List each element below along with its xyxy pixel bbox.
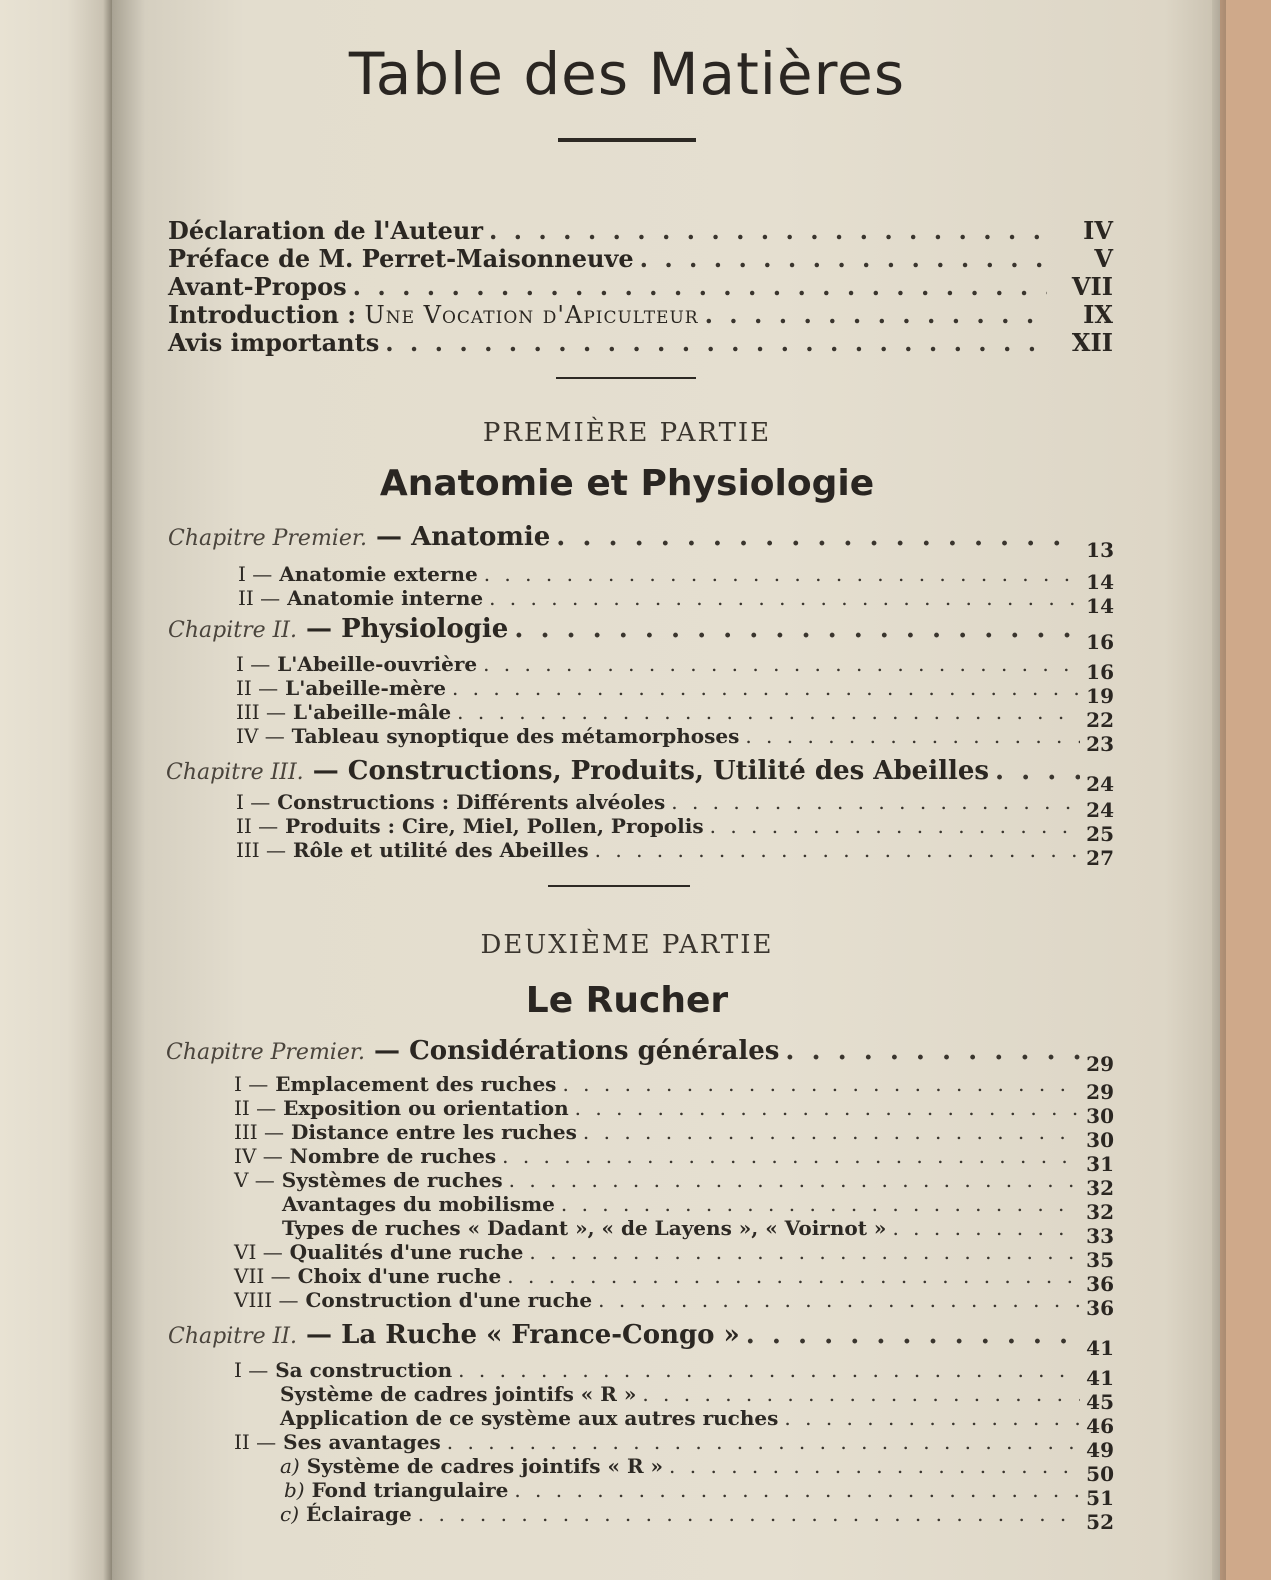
leader-dots [418,1502,1080,1526]
section-label: Avantages du mobilisme [282,1192,555,1216]
section-page: 41 [1086,1366,1114,1390]
leader-dots [514,1478,1080,1502]
leader-dots [507,1264,1080,1288]
chapter-label [168,1320,740,1350]
section-label [236,838,589,862]
toc-section[interactable] [234,1144,1114,1176]
section-label [236,700,451,724]
section-text: Éclairage [305,1502,412,1526]
chapter-title: — Constructions, Produits, Utilité des Abeilles [312,756,990,786]
section-label: Types de ruches « Dadant », « de Layens », « Voirnot » [282,1216,887,1240]
section-label [236,652,477,676]
leader-dots [509,1168,1081,1192]
section-rule [548,885,690,887]
toc-section[interactable] [236,790,1114,822]
leader-dots [562,1072,1080,1096]
section-page: 29 [1086,1080,1114,1104]
section-page: 27 [1086,846,1114,870]
section-page: 14 [1086,570,1114,594]
section-page: 14 [1086,594,1114,618]
toc-entry-avant-propos[interactable] [168,272,1113,301]
toc-section[interactable] [236,652,1114,684]
toc-section[interactable] [282,1192,1114,1224]
section-number: V — [234,1168,275,1192]
section-text: Sa construction [275,1358,453,1382]
section-page: 46 [1086,1414,1114,1438]
leader-dots [642,1382,1080,1406]
section-number: I — [234,1072,269,1096]
section-label [238,586,483,610]
toc-section[interactable] [284,1478,1114,1510]
section-page: 36 [1086,1272,1114,1296]
toc-section[interactable] [236,838,1114,870]
section-text: Emplacement des ruches [275,1072,557,1096]
section-page: 50 [1086,1462,1114,1486]
section-number: III — [236,838,287,862]
toc-entry-introduction[interactable] [168,300,1113,329]
toc-section[interactable] [234,1168,1114,1200]
section-number: IV — [236,724,285,748]
section-number: I — [236,790,271,814]
leader-dots [595,838,1081,862]
part-title: Le Rucher [525,980,729,1021]
section-number: I — [234,1358,269,1382]
leader-dots [514,614,1080,644]
leader-dots [561,1192,1080,1216]
left-page-margin [0,0,112,1580]
section-letter: b) [284,1478,305,1502]
chapter-label [168,614,508,644]
section-label [234,1264,501,1288]
part-title: Anatomie et Physiologie [379,463,875,504]
section-text: Choix d'une ruche [297,1264,502,1288]
section-rule [556,377,696,379]
section-label [234,1288,592,1312]
leader-dots [785,1036,1080,1066]
section-text: Fond triangulaire [311,1478,509,1502]
toc-entry-page: XII [1071,328,1113,357]
section-label [238,562,478,586]
toc-chapter[interactable] [168,1320,1114,1360]
section-number: IV — [234,1144,283,1168]
leader-dots [484,562,1080,586]
section-label [234,1358,452,1382]
section-number: VI — [234,1240,283,1264]
leader-dots [710,814,1081,838]
leader-dots [995,756,1080,786]
page-title: Table des Matières [348,40,906,108]
toc-section[interactable] [234,1288,1114,1320]
section-label [234,1120,577,1144]
section-label [280,1454,663,1478]
toc-entry-prefix: Introduction : [168,300,357,329]
section-label [236,790,665,814]
section-page: 49 [1086,1438,1114,1462]
section-label: Système de cadres jointifs « R » [280,1382,637,1406]
section-page: 24 [1086,798,1114,822]
section-number: VIII — [234,1288,299,1312]
chapter-title: — Considérations générales [374,1036,780,1066]
leader-dots [502,1144,1080,1168]
chapter-label [166,756,989,786]
section-text: Construction d'une ruche [305,1288,593,1312]
toc-entry-page: IX [1083,300,1113,329]
toc-entry-caps: Une Vocation d'Apiculteur [364,301,699,329]
section-number: I — [236,652,271,676]
leader-dots [483,652,1080,676]
toc-chapter[interactable] [166,1036,1114,1076]
chapter-title: — Physiologie [306,614,509,644]
leader-dots [640,244,1047,273]
section-label [234,1096,569,1120]
section-letter: a) [280,1454,300,1478]
section-text: Anatomie externe [279,562,478,586]
page-edge-shadow [1212,0,1226,1580]
toc-section[interactable] [282,1216,1114,1248]
leader-dots [556,522,1080,552]
part-label: DEUXIÈME PARTIE [480,930,774,960]
toc-section[interactable] [234,1264,1114,1296]
section-number: VII — [234,1264,291,1288]
section-number: III — [234,1120,285,1144]
leader-dots [575,1096,1080,1120]
section-page: 25 [1086,822,1114,846]
toc-entry-page: IV [1083,216,1113,245]
toc-section[interactable] [236,676,1114,708]
section-label [234,1144,496,1168]
section-label [236,814,704,838]
section-text: Ses avantages [283,1430,441,1454]
chapter-prefix: Chapitre II. [168,618,297,643]
section-number: II — [236,676,279,700]
section-text: L'Abeille-ouvrière [277,652,478,676]
toc-section[interactable] [280,1454,1114,1486]
section-text: Exposition ou orientation [283,1096,569,1120]
section-label [280,1502,412,1526]
section-page: 52 [1086,1510,1114,1534]
leader-dots [447,1430,1080,1454]
chapter-prefix: Chapitre III. [166,760,304,785]
section-text: L'abeille-mère [285,676,446,700]
section-label [234,1430,441,1454]
section-number: II — [234,1096,277,1120]
section-page: 32 [1086,1176,1114,1200]
leader-dots [457,700,1080,724]
section-page: 31 [1086,1152,1114,1176]
section-text: Qualités d'une ruche [289,1240,524,1264]
section-text: Rôle et utilité des Abeilles [293,838,589,862]
chapter-page: 13 [1086,538,1114,562]
toc-entry-avis[interactable] [168,328,1113,357]
toc-entry-label [168,300,699,329]
chapter-title: — Anatomie [376,522,551,552]
section-page: 32 [1086,1200,1114,1224]
section-text: Tableau synoptique des métamorphoses [291,724,740,748]
toc-entry-page: V [1094,244,1113,273]
leader-dots [669,1454,1080,1478]
chapter-prefix: Chapitre Premier. [166,1040,365,1065]
section-number: II — [236,814,279,838]
toc-entry-page: VII [1071,272,1113,301]
toc-chapter[interactable] [168,522,1114,562]
section-page: 35 [1086,1248,1114,1272]
toc-section[interactable] [234,1240,1114,1272]
chapter-page: 16 [1086,630,1114,654]
section-text: Système de cadres jointifs « R » [306,1454,664,1478]
toc-section[interactable] [280,1382,1114,1414]
toc-section[interactable] [234,1430,1114,1462]
section-text: Produits : Cire, Miel, Pollen, Propolis [285,814,704,838]
section-text: Distance entre les ruches [291,1120,577,1144]
toc-section[interactable] [234,1072,1114,1104]
section-page: 30 [1086,1128,1114,1152]
toc-section[interactable] [238,586,1114,618]
toc-section[interactable] [234,1120,1114,1152]
section-label: Application de ce système aux autres ruches [280,1406,779,1430]
section-number: II — [234,1430,277,1454]
section-number: III — [236,700,287,724]
leader-dots [489,216,1047,245]
toc-section[interactable] [238,562,1114,594]
section-label [234,1240,523,1264]
leader-dots [385,328,1047,357]
section-text: L'abeille-mâle [293,700,452,724]
toc-entry-label: Préface de M. Perret-Maisonneuve [168,244,634,273]
section-number: II — [238,586,281,610]
leader-dots [705,300,1047,329]
toc-entry-declaration[interactable] [168,216,1113,245]
section-text: Nombre de ruches [289,1144,497,1168]
toc-entry-label: Avis importants [168,328,380,357]
leader-dots [671,790,1080,814]
toc-chapter[interactable] [168,614,1114,654]
section-text: Anatomie interne [287,586,484,610]
toc-section[interactable] [280,1406,1114,1438]
leader-dots [489,586,1080,610]
toc-section[interactable] [280,1502,1114,1534]
section-label [234,1168,503,1192]
chapter-page: 29 [1086,1052,1114,1076]
toc-entry-label: Déclaration de l'Auteur [168,216,483,245]
chapter-prefix: Chapitre Premier. [168,526,367,551]
leader-dots [458,1358,1080,1382]
section-page: 23 [1086,732,1114,756]
section-page: 30 [1086,1104,1114,1128]
toc-section[interactable] [236,724,1114,756]
section-label [234,1072,556,1096]
section-page: 33 [1086,1224,1114,1248]
toc-section[interactable] [236,814,1114,846]
chapter-page: 24 [1086,772,1114,796]
leader-dots [529,1240,1080,1264]
section-page: 45 [1086,1390,1114,1414]
section-text: Constructions : Différents alvéoles [277,790,666,814]
section-page: 16 [1086,660,1114,684]
leader-dots [452,676,1080,700]
section-page: 22 [1086,708,1114,732]
leader-dots [598,1288,1080,1312]
section-text: Systèmes de ruches [281,1168,503,1192]
leader-dots [746,1320,1080,1350]
leader-dots [892,1216,1080,1240]
leader-dots [353,272,1047,301]
toc-section[interactable] [236,700,1114,732]
toc-section[interactable] [234,1096,1114,1128]
section-page: 19 [1086,684,1114,708]
chapter-title: — La Ruche « France-Congo » [306,1320,740,1350]
title-rule [558,138,696,142]
section-number: I — [238,562,273,586]
leader-dots [583,1120,1080,1144]
section-page: 51 [1086,1486,1114,1510]
part-label: PREMIÈRE PARTIE [482,418,772,448]
chapter-label [166,1036,779,1066]
section-label [236,724,739,748]
toc-entry-label: Avant-Propos [168,272,347,301]
chapter-prefix: Chapitre II. [168,1324,297,1349]
toc-section[interactable] [234,1358,1114,1390]
leader-dots [745,724,1080,748]
leader-dots [784,1406,1080,1430]
chapter-label [168,522,550,552]
toc-chapter[interactable] [166,756,1114,796]
chapter-page: 41 [1086,1336,1114,1360]
section-label [284,1478,508,1502]
section-label [236,676,446,700]
section-letter: c) [280,1502,300,1526]
section-page: 36 [1086,1296,1114,1320]
toc-entry-preface[interactable] [168,244,1113,273]
